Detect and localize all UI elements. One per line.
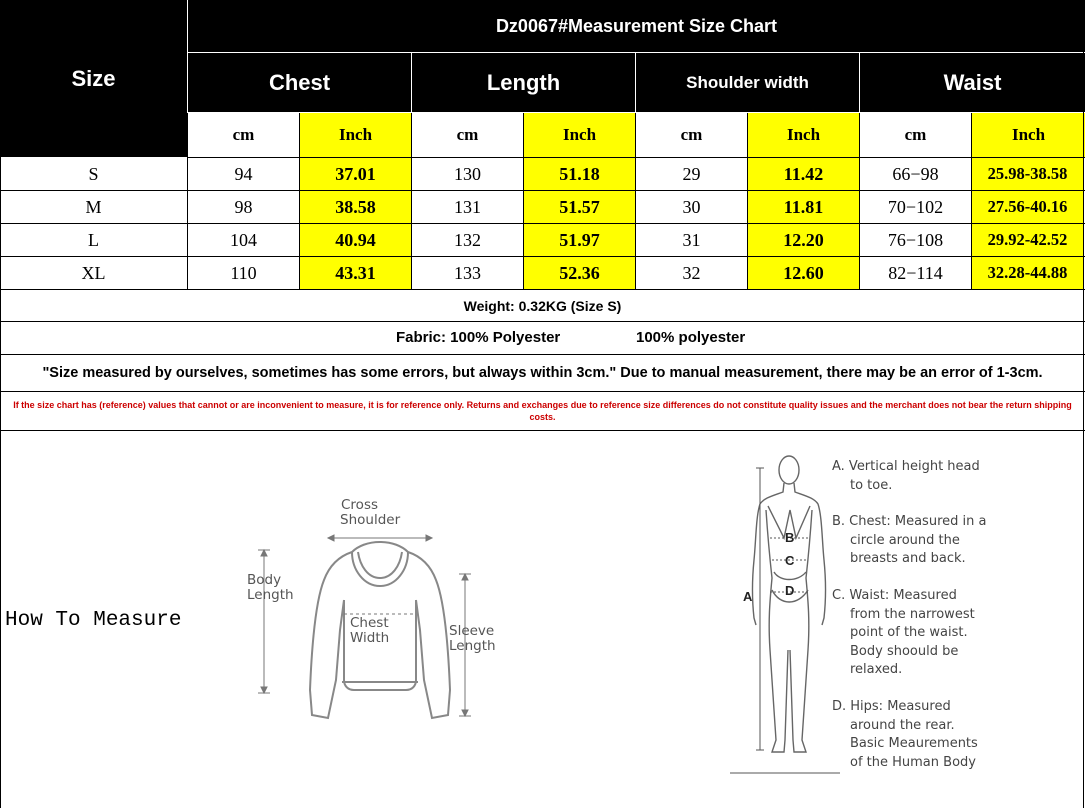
length-inch-cell: 52.36: [524, 257, 635, 289]
chest-cm-cell: 98: [234, 196, 253, 217]
shoulder-cm-cell: 30: [682, 196, 701, 217]
chart-title-cell: [188, 0, 1085, 52]
shoulder-inch-cell: 12.60: [748, 257, 859, 289]
body-measure-figure: [730, 450, 840, 775]
size-header-cell: [0, 0, 187, 157]
measure-note-text: "Size measured by ourselves, sometimes has some errors, but always within 3cm." Due to manual measurement, there may be an error of 1-3cm.: [42, 365, 1043, 381]
body-measure-note-line: relaxed.: [850, 662, 903, 677]
shoulder-header-label: Shoulder width: [686, 72, 809, 92]
length-inch-cell: 51.18: [524, 158, 635, 190]
figure-letter-d: D: [785, 583, 795, 598]
waist-header-cell: [860, 53, 1085, 112]
body-measure-note-line: Body shoould be: [850, 643, 959, 659]
unit-cm-length: cm: [412, 113, 523, 157]
length-inch-cell: 51.97: [524, 224, 635, 256]
waist-cm-cell: 76−108: [887, 229, 944, 250]
body-measure-note: [832, 513, 986, 569]
waist-inch-cell: 29.92-42.52: [972, 224, 1083, 256]
length-cm-cell: 132: [454, 229, 481, 250]
shoulder-inch-cell: 12.20: [748, 224, 859, 256]
shoulder-cm-cell: 32: [682, 262, 701, 283]
shoulder-inch-cell: 11.42: [748, 158, 859, 190]
unit-inch-shoulder: Inch: [748, 113, 859, 157]
length-header-cell: [412, 53, 635, 112]
body-measure-note: [832, 698, 978, 772]
fabric-row: [0, 322, 1085, 354]
weight-row: [0, 290, 1085, 321]
weight-text: Weight: 0.32KG (Size S): [463, 297, 622, 314]
size-cell: XL: [81, 262, 106, 283]
body-measure-note: [832, 587, 975, 680]
body-measure-note-line: circle around the: [850, 532, 960, 548]
shoulder-inch-cell: 11.81: [748, 191, 859, 223]
body-measure-note-line: breasts and back.: [850, 551, 966, 566]
warning-text: If the size chart has (reference) values that cannot or are inconvenient to measure, it is for reference only. Returns and exchanges due to reference size differences do not constitute quality issues and the merchant does not bear the return shipping costs.: [13, 400, 1072, 422]
figure-letter-a: A: [743, 589, 753, 604]
warning-row: [0, 392, 1085, 430]
unit-cm-shoulder: cm: [636, 113, 747, 157]
chest-header-cell: [188, 53, 411, 112]
size-header-label: Size: [71, 65, 116, 91]
waist-inch-cell: 27.56-40.16: [972, 191, 1083, 223]
chest-cm-cell: 110: [230, 262, 257, 283]
body-measure-note-line: A. Vertical height head: [832, 459, 980, 474]
unit-inch-waist: Inch: [972, 113, 1085, 157]
body-measure-note-line: around the rear.: [850, 717, 955, 733]
shoulder-cm-cell: 29: [682, 163, 701, 184]
body-measure-note: [832, 458, 980, 495]
body-measure-note-line: B. Chest: Measured in a: [832, 514, 987, 529]
unit-cm-waist: cm: [860, 113, 971, 157]
shoulder-cm-cell: 31: [682, 229, 701, 250]
chart-title: Dz0067#Measurement Size Chart: [495, 15, 778, 36]
figure-letter-c: C: [785, 553, 795, 568]
shoulder-header-cell: [636, 53, 859, 112]
waist-inch-cell: 25.98-38.58: [972, 158, 1083, 190]
body-outline: [753, 456, 826, 752]
chest-inch-cell: 38.58: [300, 191, 411, 223]
length-cm-cell: 130: [454, 163, 481, 184]
fabric-extra-text: 100% polyester: [636, 329, 746, 346]
measure-note-row: [0, 355, 1085, 391]
size-cell: M: [85, 196, 102, 217]
body-measure-note-line: of the Human Body: [850, 754, 976, 770]
length-header-label: Length: [486, 69, 561, 95]
body-measure-note-line: C. Waist: Measured: [832, 588, 957, 603]
fabric-text: Fabric: 100% Polyester: [396, 329, 561, 346]
chest-header-label: Chest: [268, 69, 331, 95]
waist-cm-cell: 82−114: [888, 262, 943, 283]
body-measure-note-line: to toe.: [850, 477, 893, 493]
waist-cm-cell: 70−102: [887, 196, 944, 217]
chest-inch-cell: 40.94: [300, 224, 411, 256]
sleeve-length-label: Sleeve Length: [449, 623, 496, 654]
waist-cm-cell: 66−98: [892, 163, 939, 184]
body-measure-note-line: Basic Meaurements: [850, 736, 978, 751]
size-cell: S: [88, 163, 99, 184]
body-length-label: Body Length: [247, 572, 294, 603]
size-cell: L: [88, 229, 99, 250]
chest-cm-cell: 104: [230, 229, 257, 250]
body-measure-note-line: from the narrowest: [850, 606, 975, 622]
chest-inch-cell: 43.31: [300, 257, 411, 289]
unit-cm-chest: cm: [188, 113, 299, 157]
body-measure-note-line: point of the waist.: [850, 625, 968, 640]
length-inch-cell: 51.57: [524, 191, 635, 223]
length-cm-cell: 131: [454, 196, 481, 217]
body-measure-note-line: D. Hips: Measured: [832, 699, 951, 714]
unit-inch-length: Inch: [524, 113, 635, 157]
chest-width-label: Chest Width: [350, 615, 390, 646]
figure-letter-b: B: [785, 530, 795, 545]
how-to-measure-label: How To Measure: [5, 609, 182, 632]
chest-cm-cell: 94: [234, 163, 253, 184]
unit-inch-chest: Inch: [300, 113, 411, 157]
chest-inch-cell: 37.01: [300, 158, 411, 190]
waist-inch-cell: 32.28-44.88: [972, 257, 1083, 289]
waist-header-label: Waist: [943, 69, 1002, 95]
length-cm-cell: 133: [454, 262, 481, 283]
cross-shoulder-label: Cross Shoulder: [340, 497, 401, 528]
